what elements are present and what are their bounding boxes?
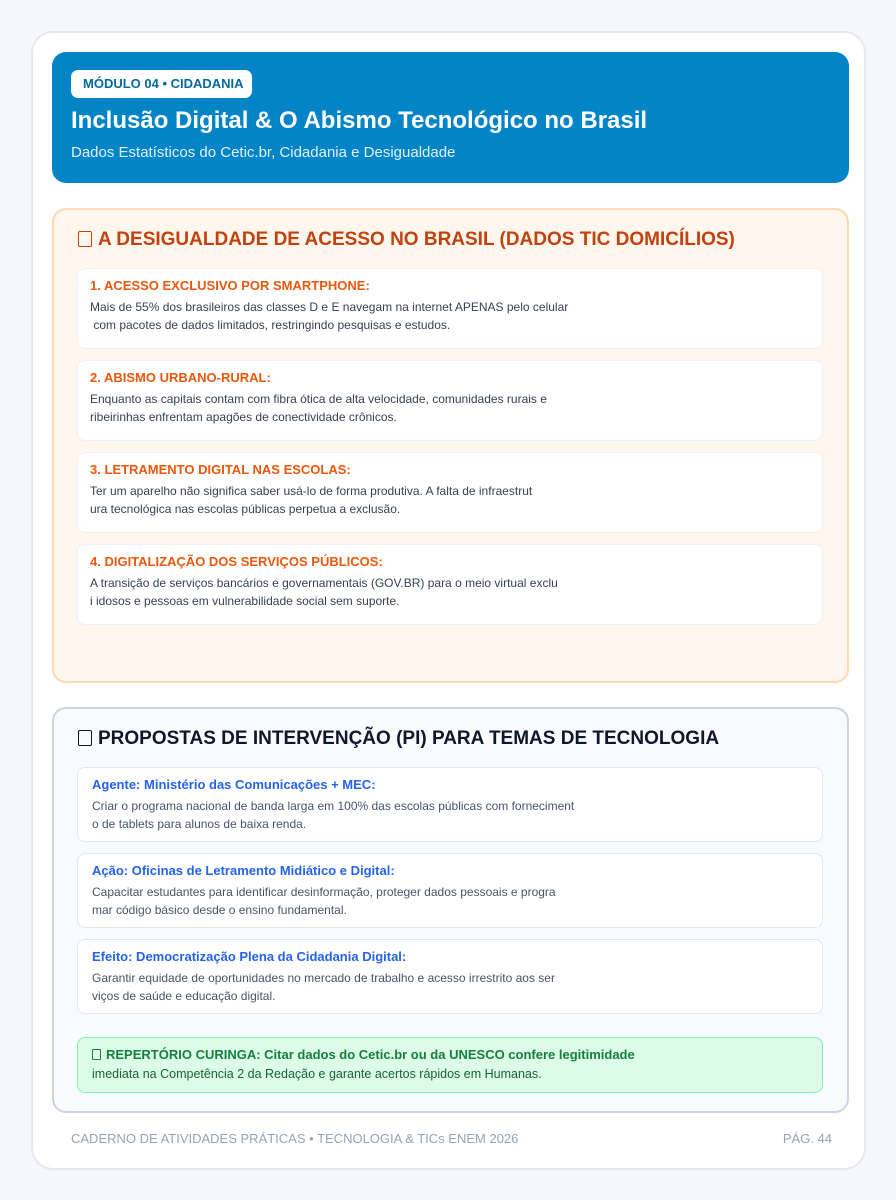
page xyxy=(31,31,866,1170)
proposal-card xyxy=(77,853,823,928)
proposal-card-body: Capacitar estudantes para identificar desinformação, proteger dados pessoais e progra mar código básico desde o ensino fundamental. xyxy=(92,885,556,917)
inequality-section-title-text: A DESIGUALDADE DE ACESSO NO BRASIL (DADOS TIC DOMICÍLIOS) xyxy=(98,229,735,250)
page-subtitle: Dados Estatísticos do Cetic.br, Cidadania e Desigualdade xyxy=(71,144,456,161)
inequality-section-title xyxy=(78,229,735,251)
inequality-card xyxy=(77,544,823,625)
callout-body: imediata na Competência 2 da Redação e garante acertos rápidos em Humanas. xyxy=(92,1067,542,1081)
callout-heading-text: REPERTÓRIO CURINGA: Citar dados do Cetic.br ou da UNESCO confere legitimidade xyxy=(106,1047,635,1062)
proposals-section-title xyxy=(78,728,719,750)
proposal-card-heading: Efeito: Democratização Plena da Cidadania Digital: xyxy=(92,949,407,964)
proposal-card-heading: Agente: Ministério das Comunicações + MEC: xyxy=(92,777,376,792)
proposal-card xyxy=(77,939,823,1014)
missing-glyph-icon xyxy=(92,1049,101,1060)
inequality-section xyxy=(52,208,849,683)
proposal-card-body: Garantir equidade de oportunidades no mercado de trabalho e acesso irrestrito aos ser viços de saúde e educação digital. xyxy=(92,971,555,1003)
missing-glyph-icon xyxy=(78,730,92,746)
repertoire-callout xyxy=(77,1037,823,1093)
inequality-card-body: Mais de 55% dos brasileiros das classes D e E navegam na internet APENAS pelo celular com pacotes de dados limitados, restringindo pesquisas e estudos. xyxy=(90,300,569,332)
footer-caption: CADERNO DE ATIVIDADES PRÁTICAS • TECNOLOGIA & TICs ENEM 2026 xyxy=(71,1131,519,1146)
inequality-card-body: Enquanto as capitais contam com fibra ótica de alta velocidade, comunidades rurais e ribeirinhas enfrentam apagões de conectividade crônicos. xyxy=(90,392,547,424)
missing-glyph-icon xyxy=(78,231,92,247)
inequality-card-body: A transição de serviços bancários e governamentais (GOV.BR) para o meio virtual exclu i idosos e pessoas em vulnerabilidade social sem suporte. xyxy=(90,576,558,608)
inequality-card-heading: 2. ABISMO URBANO-RURAL: xyxy=(90,370,271,385)
inequality-card-body: Ter um aparelho não significa saber usá-lo de forma produtiva. A falta de infraestrut ura tecnológica nas escolas públicas perpetua a exclusão. xyxy=(90,484,533,516)
module-badge: MÓDULO 04 • CIDADANIA xyxy=(71,70,252,98)
proposal-card-heading: Ação: Oficinas de Letramento Midiático e Digital: xyxy=(92,863,395,878)
callout-heading xyxy=(92,1047,635,1062)
inequality-card xyxy=(77,268,823,349)
proposal-card xyxy=(77,767,823,842)
inequality-card-heading: 1. ACESSO EXCLUSIVO POR SMARTPHONE: xyxy=(90,278,370,293)
inequality-card-heading: 4. DIGITALIZAÇÃO DOS SERVIÇOS PÚBLICOS: xyxy=(90,554,383,569)
proposals-section xyxy=(52,707,849,1113)
inequality-card-heading: 3. LETRAMENTO DIGITAL NAS ESCOLAS: xyxy=(90,462,351,477)
proposals-section-title-text: PROPOSTAS DE INTERVENÇÃO (PI) PARA TEMAS DE TECNOLOGIA xyxy=(98,728,720,749)
page-header xyxy=(52,52,849,183)
inequality-card xyxy=(77,452,823,533)
page-number: PÁG. 44 xyxy=(782,1131,832,1146)
proposal-card-body: Criar o programa nacional de banda larga em 100% das escolas públicas com forneciment o de tablets para alunos de baixa renda. xyxy=(92,799,575,831)
inequality-card xyxy=(77,360,823,441)
page-title: Inclusão Digital & O Abismo Tecnológico no Brasil xyxy=(71,107,648,134)
